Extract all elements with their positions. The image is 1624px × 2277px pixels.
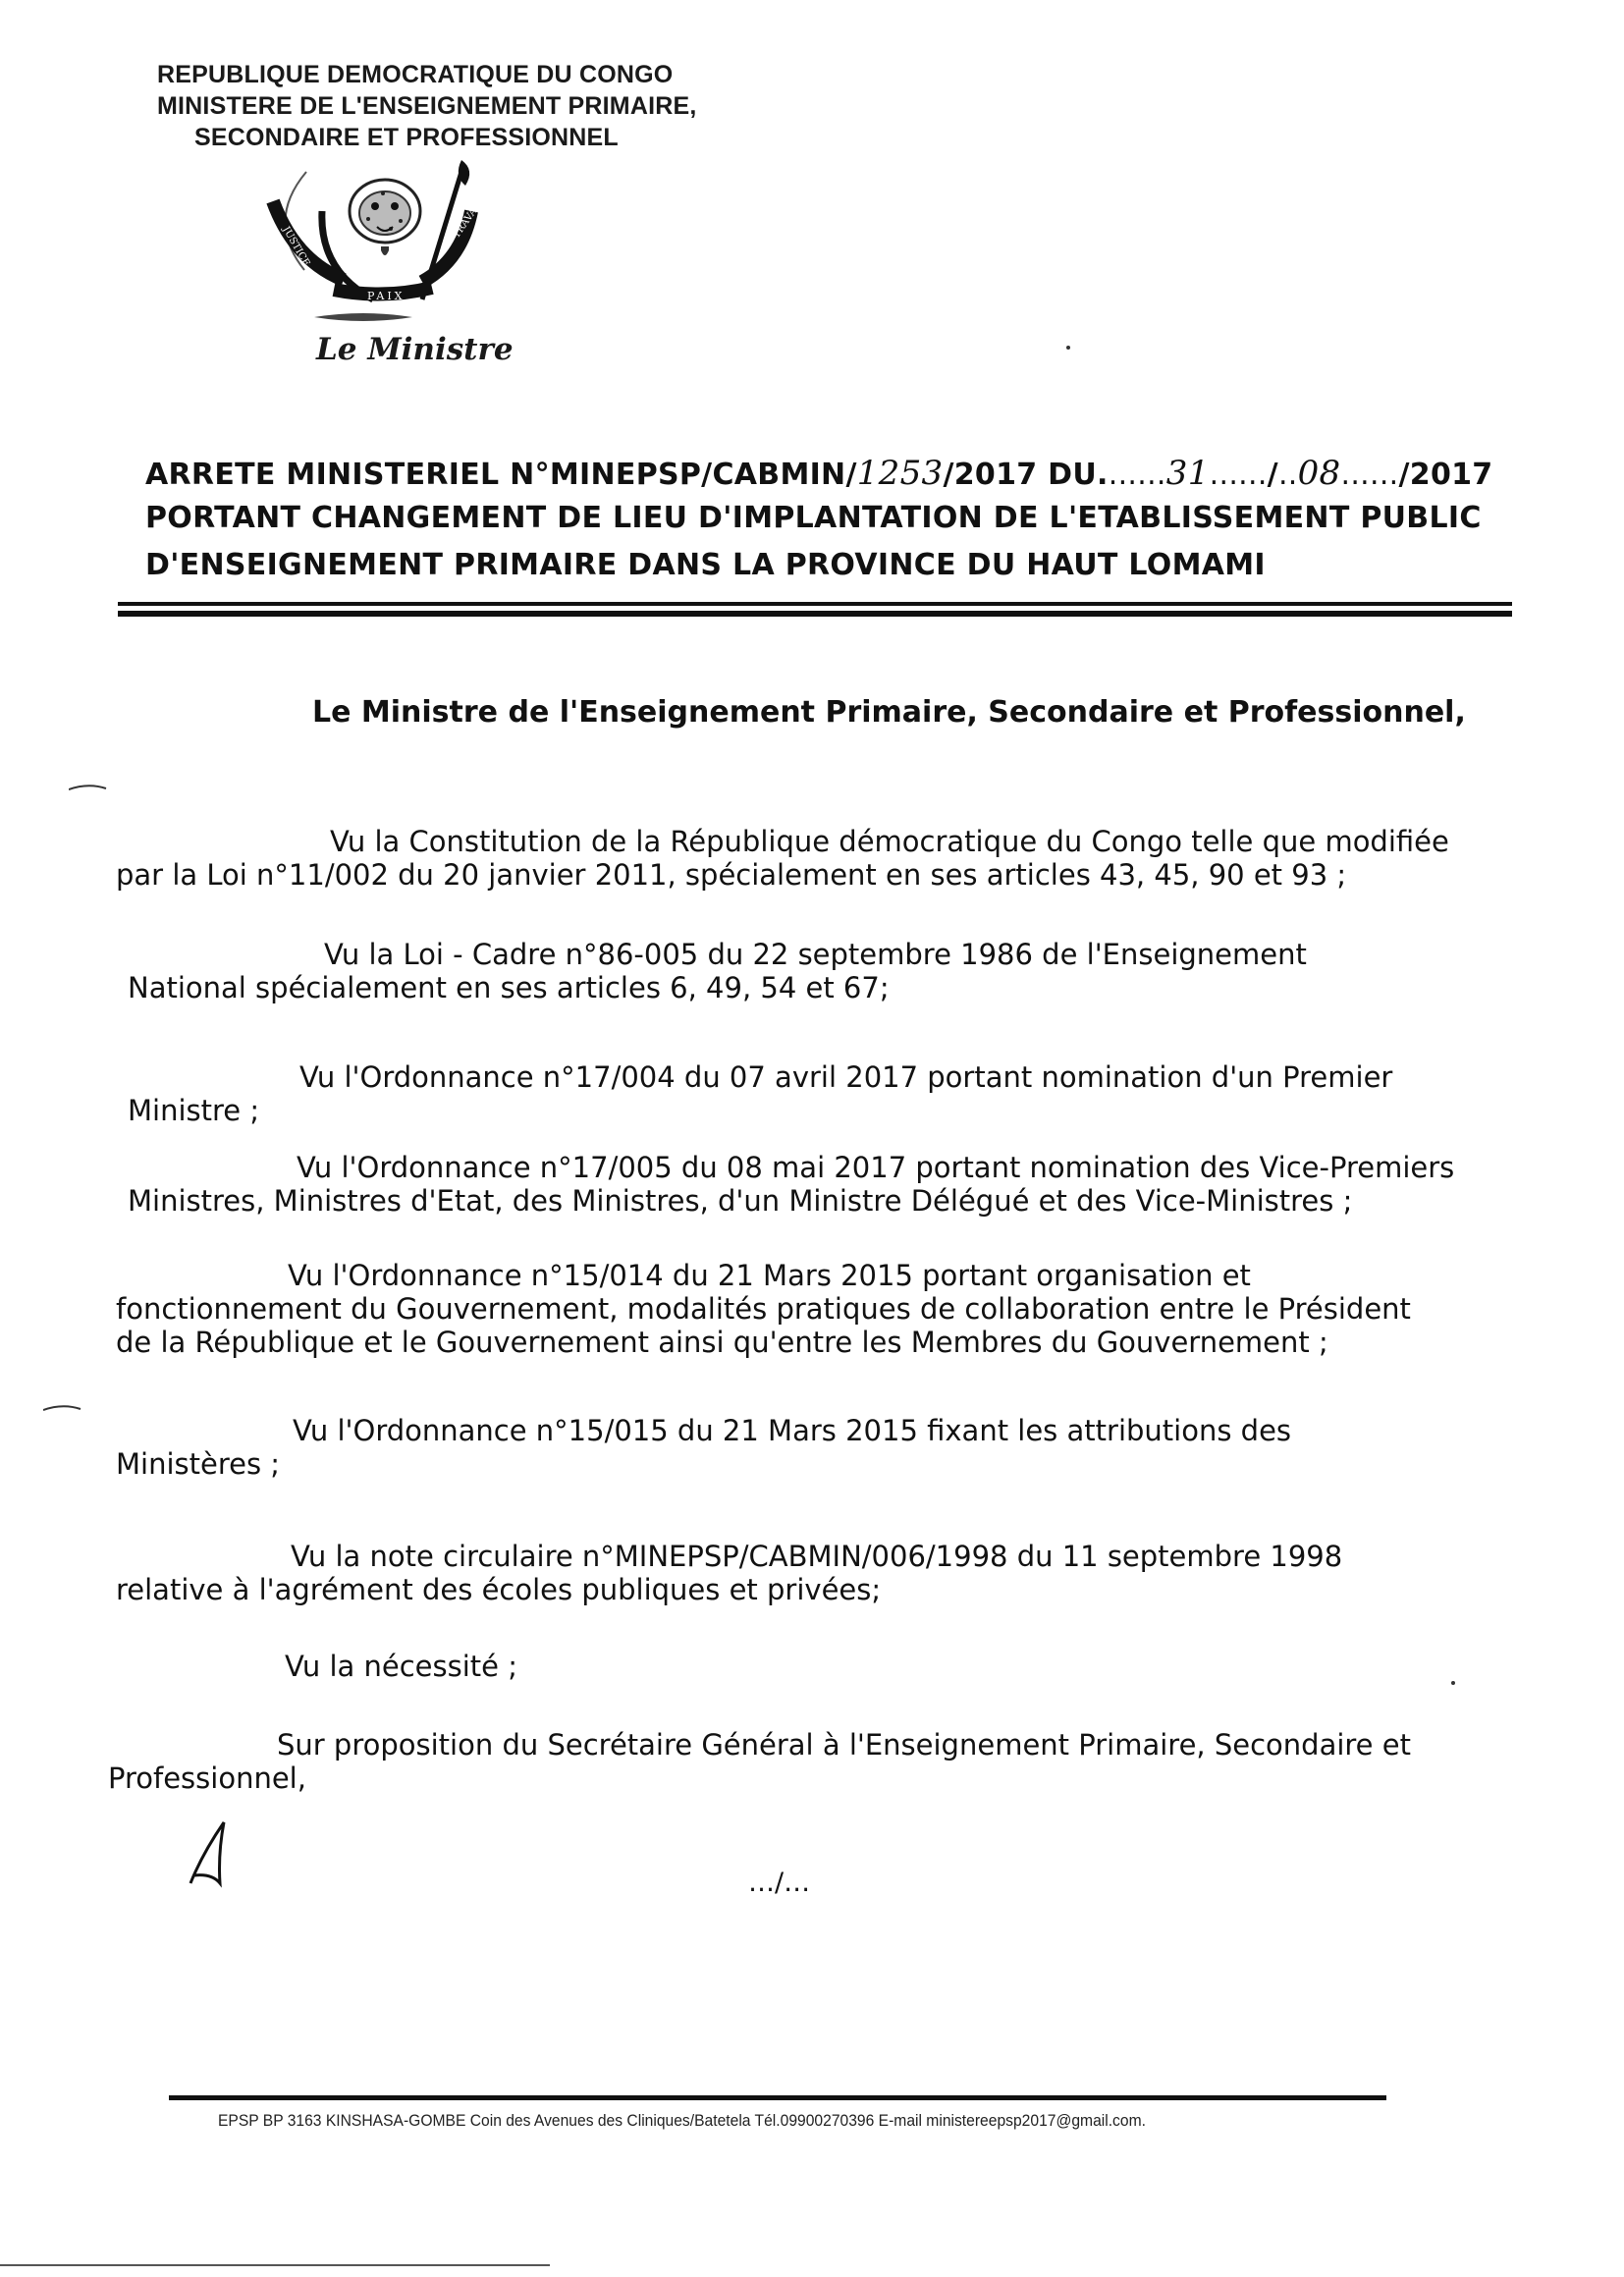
recital-line: Vu la Constitution de la République démocratique du Congo telle que modifiée — [330, 825, 1449, 858]
header-ministry-cont: SECONDAIRE ET PROFESSIONNEL — [194, 124, 619, 151]
recital-ordonnance-17-004 — [128, 1060, 1492, 1127]
recital-line: Vu l'Ordonnance n°15/014 du 21 Mars 2015 portant organisation et — [288, 1259, 1251, 1292]
title-rule-thick — [118, 611, 1512, 617]
decree-day-handwritten: 31 — [1165, 454, 1210, 493]
recital-ordonnance-15-015 — [116, 1414, 1490, 1481]
leopard-head-icon — [350, 180, 420, 255]
recital-line: Sur proposition du Secrétaire Général à l'Enseignement Primaire, Secondaire et — [277, 1728, 1411, 1762]
recital-proposition — [108, 1728, 1492, 1795]
recital-line: de la République et le Gouvernement ainsi qu'entre les Membres du Gouvernement ; — [116, 1326, 1328, 1359]
recital-line: Professionnel, — [108, 1762, 306, 1795]
recital-line: Ministres, Ministres d'Etat, des Ministres, d'un Ministre Délégué et des Vice-Ministres ; — [128, 1184, 1353, 1218]
decree-title-line1: ARRETE MINISTERIEL N°MINEPSP/CABMIN/1253/2017 DU.......31....../..08....../2017 — [145, 454, 1493, 493]
date-separator: / — [1267, 458, 1278, 492]
recital-line: Vu l'Ordonnance n°17/004 du 07 avril 2017 portant nomination d'un Premier — [299, 1060, 1393, 1094]
minister-heading: Le Ministre de l'Enseignement Primaire, Secondaire et Professionnel, — [312, 695, 1466, 730]
handwritten-initial-paraph — [183, 1815, 251, 1893]
decree-date-prefix: /2017 DU. — [943, 458, 1109, 492]
recital-line: relative à l'agrément des écoles publiques et privées; — [116, 1573, 882, 1606]
recital-ordonnance-17-005 — [128, 1151, 1492, 1218]
decree-month-handwritten: 08 — [1297, 454, 1341, 493]
emblem-banner-justice: JUSTICE — [280, 225, 312, 269]
header-republic: REPUBLIQUE DEMOCRATIQUE DU CONGO — [157, 61, 674, 88]
coat-of-arms-emblem — [265, 152, 530, 349]
recital-line: Vu la Loi - Cadre n°86-005 du 22 septembre 1986 de l'Enseignement — [324, 938, 1307, 971]
header-ministry: MINISTERE DE L'ENSEIGNEMENT PRIMAIRE, — [157, 92, 697, 120]
scan-speck — [1066, 346, 1070, 350]
recital-constitution — [116, 825, 1490, 892]
margin-mark — [69, 776, 108, 782]
recital-necessite — [285, 1650, 874, 1683]
decree-number-prefix: ARRETE MINISTERIEL N°MINEPSP/CABMIN/ — [145, 458, 857, 492]
recital-note-circulaire — [116, 1540, 1490, 1606]
recital-line: Vu l'Ordonnance n°15/015 du 21 Mars 2015 fixant les attributions des — [293, 1414, 1292, 1447]
recital-line: Ministre ; — [128, 1094, 260, 1127]
le-ministre-label: Le Ministre — [316, 332, 514, 367]
decree-title-line3: D'ENSEIGNEMENT PRIMAIRE DANS LA PROVINCE DU HAUT LOMAMI — [145, 548, 1266, 582]
recital-line: Vu l'Ordonnance n°17/005 du 08 mai 2017 portant nomination des Vice-Premiers — [297, 1151, 1455, 1184]
decree-year: /2017 — [1398, 458, 1493, 492]
recital-ordonnance-15-014 — [116, 1259, 1490, 1359]
recital-line: par la Loi n°11/002 du 20 janvier 2011, spécialement en ses articles 43, 45, 90 et 93 ; — [116, 858, 1347, 892]
margin-mark — [43, 1396, 82, 1402]
recital-line: fonctionnement du Gouvernement, modalités pratiques de collaboration entre le Président — [116, 1292, 1411, 1326]
recital-loi-cadre — [128, 938, 1492, 1004]
recital-line: National spécialement en ses articles 6, 49, 54 et 67; — [128, 971, 890, 1004]
page-continuation-mark: …/… — [748, 1868, 811, 1898]
scan-edge-line — [0, 2264, 550, 2266]
scan-speck — [1451, 1681, 1455, 1685]
emblem-banner-travail: TRAVAIL — [451, 197, 486, 241]
footer-rule — [169, 2095, 1386, 2100]
recital-line: Vu la note circulaire n°MINEPSP/CABMIN/006/1998 du 11 septembre 1998 — [291, 1540, 1343, 1573]
footer-address: EPSP BP 3163 KINSHASA-GOMBE Coin des Avenues des Cliniques/Batetela Tél.09900270396 E-mail ministereepsp2017@gmail.com. — [218, 2111, 1146, 2130]
decree-title-line2: PORTANT CHANGEMENT DE LIEU D'IMPLANTATION DE L'ETABLISSEMENT PUBLIC — [145, 501, 1482, 535]
decree-number-handwritten: 1253 — [856, 454, 944, 493]
emblem-banner-paix: PAIX — [367, 290, 406, 302]
title-rule-thin — [118, 602, 1512, 606]
recital-line: Vu la nécessité ; — [285, 1650, 517, 1683]
recital-line: Ministères ; — [116, 1447, 281, 1481]
